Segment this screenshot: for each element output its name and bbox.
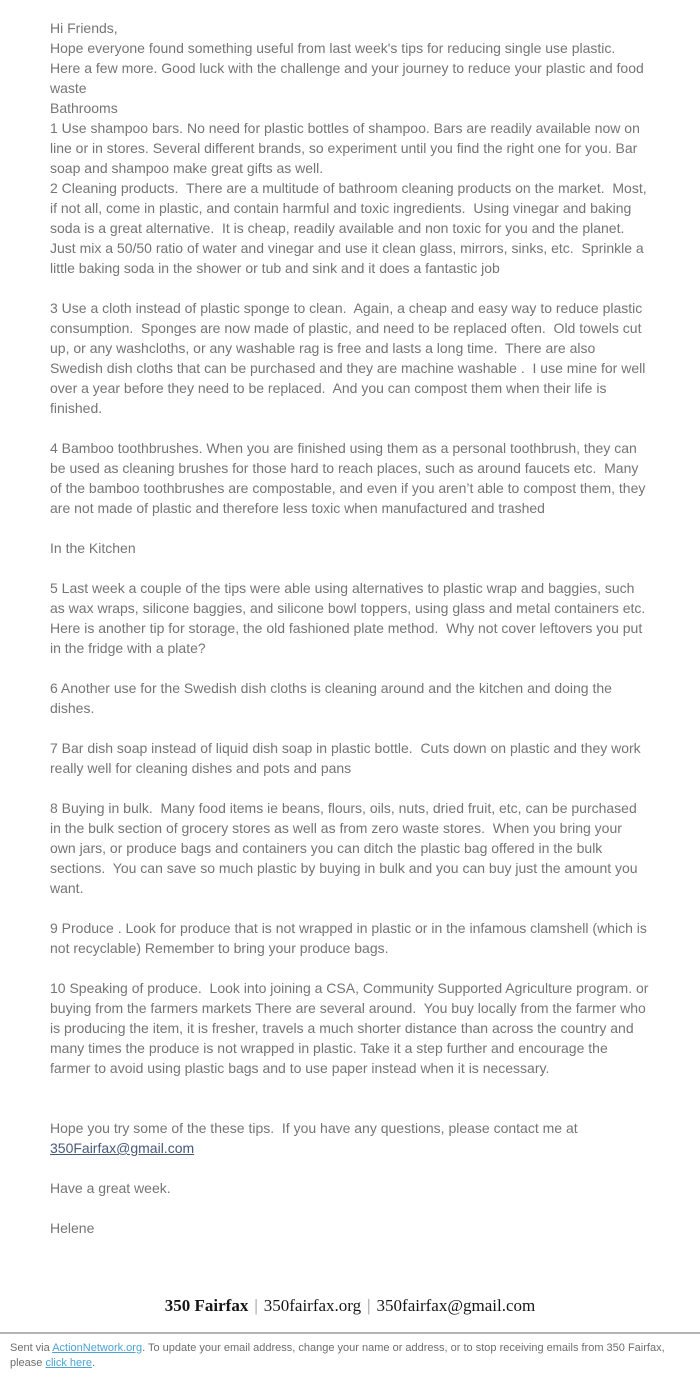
paragraph: Bathrooms bbox=[50, 100, 118, 116]
separator-pipe: | bbox=[254, 1296, 258, 1315]
blank-line bbox=[50, 278, 650, 298]
blank-line bbox=[50, 518, 650, 538]
disclaimer bbox=[0, 1341, 700, 1371]
brand-footer bbox=[0, 1296, 700, 1316]
blank-line bbox=[50, 1098, 650, 1118]
brand-email: 350fairfax@gmail.com bbox=[376, 1296, 536, 1315]
paragraph: 3 Use a cloth instead of plastic sponge to clean. Again, a cheap and easy way to reduce plastic consumption. Sponges are now made of plastic, and need to be replaced often. Old towels cut up, or any washcloths, or any washable rag is free and lasts a long time. There are also Swedish dish cloths that can be purchased and they are machine washable . I use mine for well over a year before they need to be replaced. And you can compost them when their life is finished. bbox=[50, 300, 650, 416]
disclaimer-period: . bbox=[91, 1357, 96, 1369]
signature: Helene bbox=[50, 1220, 95, 1236]
unsubscribe-link[interactable]: click here bbox=[45, 1357, 92, 1369]
disclaimer-middle: . To update your email address, change your name or address, or to stop receiving emails from 350 Fairfax, please bbox=[10, 1342, 665, 1369]
paragraph: 10 Speaking of produce. Look into joining a CSA, Community Supported Agriculture program. or buying from the farmers markets There are several around. You buy locally from the farmer who is producing the item, it is fresher, travels a much shorter distance than across the country and many times the produce is not wrapped in plastic. Take it a step further and encourage the farmer to avoid using plastic bags and to use paper instead when it is necessary. bbox=[50, 980, 653, 1076]
brand-website: 350fairfax.org bbox=[263, 1296, 362, 1315]
sign-off: Have a great week. bbox=[50, 1180, 171, 1196]
paragraph: Here a few more. Good luck with the challenge and your journey to reduce your plastic and food waste bbox=[50, 60, 648, 96]
blank-line bbox=[50, 958, 650, 978]
paragraph: Hi Friends, bbox=[50, 20, 118, 36]
blank-line bbox=[50, 778, 650, 798]
brand-name: 350 Fairfax bbox=[164, 1296, 249, 1315]
blank-line bbox=[50, 558, 650, 578]
closing-paragraph bbox=[50, 1118, 650, 1158]
paragraph: 9 Produce . Look for produce that is not wrapped in plastic or in the infamous clamshell (which is not recyclable) Remember to bring your produce bags. bbox=[50, 920, 651, 956]
paragraph: 2 Cleaning products. There are a multitude of bathroom cleaning products on the market. Most, if not all, come in plastic, and contain harmful and toxic ingredients. Using vinegar and baking soda is a great alternative. It is cheap, readily available and non toxic for you and the planet. Just mix a 50/50 ratio of water and vinegar and use it clean glass, mirrors, sinks, etc. Sprinkle a little baking soda in the shower or tub and sink and it does a fantastic job bbox=[50, 180, 651, 276]
paragraph: Hope everyone found something useful from last week's tips for reducing single use plastic. bbox=[50, 40, 616, 56]
blank-line bbox=[50, 898, 650, 918]
paragraph: 1 Use shampoo bars. No need for plastic bottles of shampoo. Bars are readily available now on line or in stores. Several different brands, so experiment until you find the right one for you. Bar soap and shampoo make great gifts as well. bbox=[50, 120, 644, 176]
closing-text: Hope you try some of the these tips. If you have any questions, please contact me at bbox=[50, 1120, 582, 1136]
paragraph: 6 Another use for the Swedish dish cloths is cleaning around and the kitchen and doing the dishes. bbox=[50, 680, 616, 716]
paragraph: 4 Bamboo toothbrushes. When you are finished using them as a personal toothbrush, they can be used as cleaning brushes for those hard to reach places, such as around faucets etc. Many of the bamboo toothbrushes are compostable, and even if you aren’t able to compost them, they are not made of plastic and therefore less toxic when manufactured and trashed bbox=[50, 440, 650, 516]
paragraph: 8 Buying in bulk. Many food items ie beans, flours, oils, nuts, dried fruit, etc, can be purchased in the bulk section of grocery stores as well as from zero waste stores. When you bring your own jars, or produce bags and containers you can ditch the plastic bag offered in the bulk sections. You can save so much plastic by buying in bulk and you can buy just the amount you want. bbox=[50, 800, 642, 896]
blank-line bbox=[50, 1078, 650, 1098]
blank-line bbox=[50, 418, 650, 438]
blank-line bbox=[50, 718, 650, 738]
paragraph-list bbox=[50, 18, 657, 1118]
separator-pipe: | bbox=[367, 1296, 371, 1315]
paragraph: 7 Bar dish soap instead of liquid dish soap in plastic bottle. Cuts down on plastic and they work really well for cleaning dishes and pots and pans bbox=[50, 740, 645, 776]
footer-divider bbox=[0, 1332, 700, 1334]
paragraph: In the Kitchen bbox=[50, 540, 136, 556]
disclaimer-prefix: Sent via bbox=[10, 1342, 53, 1354]
blank-line bbox=[50, 658, 650, 678]
paragraph: 5 Last week a couple of the tips were able using alternatives to plastic wrap and baggies, such as wax wraps, silicone baggies, and silicone bowl toppers, using glass and metal containers etc. Here is another tip for storage, the old fashioned plate method. Why not cover leftovers you put in the fridge with a plate? bbox=[50, 580, 657, 656]
action-network-link[interactable]: ActionNetwork.org bbox=[52, 1342, 143, 1354]
contact-email-link[interactable]: 350Fairfax@gmail.com bbox=[50, 1140, 195, 1156]
